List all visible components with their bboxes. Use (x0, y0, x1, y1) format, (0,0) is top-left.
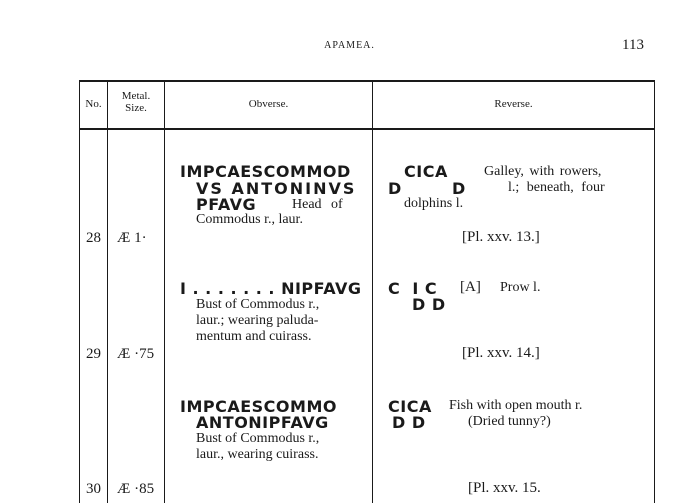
column-divider-metal (164, 80, 165, 503)
metal-size: Æ ·75 (117, 346, 155, 362)
obverse-legend-line3: PFAVG (196, 195, 257, 214)
reverse-legend-bottom: D D (412, 295, 446, 314)
obverse-legend-line2: VS ANTONINVS (196, 179, 357, 198)
obverse-legend-line1: IMPCAESCOMMOD (180, 162, 351, 181)
obverse-description-inline: Head of (292, 197, 343, 212)
reverse-legend-bottom-left: D (388, 179, 402, 198)
plate-reference: [Pl. xxv. 14.] (462, 345, 540, 361)
entry-number: 29 (86, 346, 101, 362)
column-divider-no (107, 80, 108, 503)
column-header-obverse: Obverse. (248, 98, 289, 110)
column-header-reverse: Reverse. (494, 98, 533, 110)
obverse-description-line3: mentum and cuirass. (196, 329, 312, 344)
reverse-description-line1: Fish with open mouth r. (449, 398, 583, 413)
reverse-description-line2: l.; beneath, four (508, 180, 605, 195)
reverse-legend-bottom-right: D (452, 179, 466, 198)
reverse-description-line1: Prow l. (500, 280, 541, 295)
page-number: 113 (622, 37, 644, 53)
metal-size: Æ 1· (117, 230, 147, 246)
obverse-description-line2: laur., wearing cuirass. (196, 447, 319, 462)
obverse-description-line2: laur.; wearing paluda- (196, 313, 319, 328)
obverse-legend-line1: I . . . . . . . NIPFAVG (180, 279, 362, 298)
reverse-bracket-letter: [A] (460, 279, 481, 295)
reverse-legend-bottom: D D (392, 413, 426, 432)
column-divider-obverse (372, 80, 373, 503)
obverse-description-line1: Bust of Commodus r., (196, 431, 320, 446)
reverse-description-line3: dolphins l. (404, 196, 464, 211)
reverse-legend-top: CICA (404, 162, 448, 181)
obverse-description: Commodus r., laur. (196, 212, 303, 227)
reverse-legend-top: C I C (388, 279, 438, 298)
metal-size: Æ ·85 (117, 481, 155, 497)
reverse-description-line1: Galley, with rowers, (484, 164, 602, 179)
column-header-metal-line1: Metal. (121, 90, 151, 102)
obverse-description-line1: Bust of Commodus r., (196, 297, 320, 312)
entry-number: 30 (86, 481, 101, 497)
column-divider-right-edge (654, 80, 655, 503)
obverse-legend-line1: IMPCAESCOMMO (180, 397, 337, 416)
table-top-rule (79, 80, 655, 82)
column-header-no: No. (85, 98, 102, 110)
plate-reference: [Pl. xxv. 15. (468, 480, 541, 496)
table-header-rule (79, 128, 655, 130)
column-divider-left-edge (79, 80, 80, 503)
plate-reference: [Pl. xxv. 13.] (462, 229, 540, 245)
running-title: APAMEA. (324, 40, 375, 51)
reverse-description-line2: (Dried tunny?) (468, 414, 551, 429)
column-header-metal-size (108, 90, 164, 114)
column-header-metal-line2: Size. (125, 102, 147, 114)
reverse-legend-top: CICA (388, 397, 432, 416)
obverse-legend-line2: ANTONIPFAVG (196, 413, 329, 432)
entry-number: 28 (86, 230, 101, 246)
